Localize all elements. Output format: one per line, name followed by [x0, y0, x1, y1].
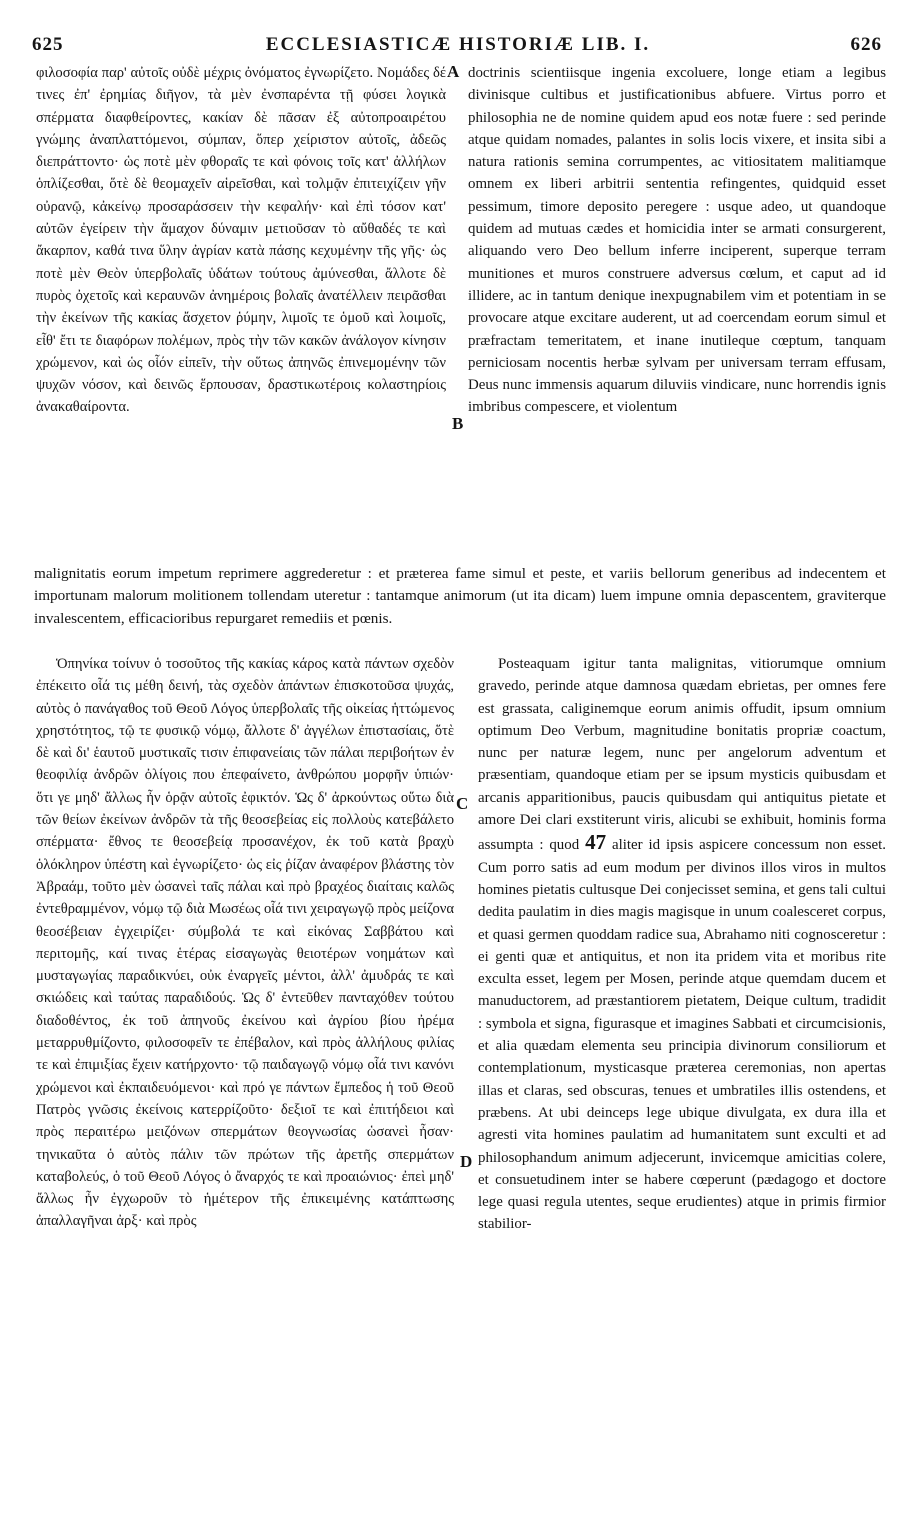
margin-marker-a: A — [447, 62, 460, 81]
column-number: 47 — [585, 830, 607, 855]
latin-column-2-continuation: aliter id ipsis aspicere concessum non esset. Cum porro satis ad eum modum per divinos illos viros in multos homines pietatis cultusque Dei conjecisset semina, et gens tali cultui dedita paulatim in dies magis magisque in unum coalesceret corpus, et quasi germen quoddam radice sua, Abrahamo niti cognosceretur : ei genti quæ et antiquitus, et non ita pridem vita et moribus rite exculta esset, legem per Mosen, perinde atque quemdam ducem et manuductorem, ad præstantiorem pietatem, Deique cultum, tradidit : symbola et signa, figurasque et imagines Sabbati et circumcisionis, et alia quædam elementa seu principia divinorum consiliorum et contemplationum, mysticasque præterea ceremonias, non apertas illas et claras, sed obscuras, tenues et umbratiles illis ostendens, et præbens. At ubi deinceps lege ubique divulgata, ex dura illa et agresti vita homines paulatim ad humanitatem sunt exculti et ad philosophandum animum adjecerunt, invicemque amicitias colere, et consuetudinem inter se habere cœperunt (pædagogo et doctore lege quasi regula utentes, seque erudientes) atque in primis firmior stabilior- — [478, 837, 886, 1233]
latin-column-2-text: Posteaquam igitur tanta malignitas, vitiorumque omnium gravedo, perinde atque damnosa quædam ebrietas, per omnes fere est grassata, caliginemque eorum animis offudit, ipsum omnium optimum Deo Verbum, magnitudine bonitatis propriæ coactum, nunc per naturæ legem, nunc per angelorum adventum et præsentiam, quandoque etiam per se ipsum mysticis quibusdam et arcanis apparitionibus, paucis quibusdam qui antiquitus pietate et amore Dei clari exstiterunt viris, alicubi se exhibuit, hominis forma assumpta : quod — [478, 656, 886, 854]
margin-marker-c: C — [456, 794, 469, 813]
running-header — [28, 34, 888, 58]
latin-column-2 — [478, 653, 886, 1236]
margin-marker-d: D — [460, 1152, 473, 1171]
page-number-right: 626 — [850, 34, 882, 55]
latin-column-1: doctrinis scientiisque ingenia excoluere, longe etiam a legibus divinisque cultibus et justificationibus abfuere. Virtus porro et philosophia ne de nomine quidem apud eos notæ fuere : sed perinde atque quidam nomades, palantes in solis locis vixere, et insita sibi a natura rationis semina corrumpentes, ac vitiositatem malitiamque omnem ex liberi arbitrii sententia refingentes, quidquid esset pessimum, timore deposito peregere : usque adeo, ut quandoque quidem ad mutuas cædes et homicidia inter se armati consurgerent, aliquando vero Deo bellum inferre inciperent, superque terram munitiones et muros construere adversus cœlum, et caput ad id illidere, ac in tantum denique inexpugnabilem vim et potentiam in se provocare atque excitare auderent, ut ad coercendam eorum simul et præfractam temeritatem, et inane inutileque cœptum, tanquam perniciosam nocentis herbæ sylvam per universam terram effusam, Deus nunc immensis aquarum diluviis vindicare, nunc horrendis ignis imbribus compescere, et violentum — [468, 65, 886, 416]
greek-column-2: Ὁπηνίκα τοίνυν ὁ τοσοῦτος τῆς κακίας κάρος κατὰ πάντων σχεδὸν ἐπέκειτο οἷά τις μέθη δεινή, τὰς σχεδὸν ἁπάντων ἐπισκοτοῦσα ψυχάς, αὐτὸς ὁ πανάγαθος τοῦ Θεοῦ Λόγος ὑπερβολαῖς τῆς οἰκείας ἡττώμενος χρηστότητος, τῷ τε φυσικῷ νόμῳ, ἄλλοτε δ' ἀγγέλων ἐπιστασίαις, ὅτὲ δὲ καὶ δι' ἑαυτοῦ μυστικαῖς τισιν ἐπιφανείαις τῶν πάλαι περιβοήτων ἐν θεοφιλίᾳ ἀνδρῶν ὀλίγοις που ἐπεφαίνετο, ἀνθρώπου μορφῆν ὑπιών· ὅτι γε μηδ' ἄλλως ἦν ὁρᾷν αὐτοῖς ἐφικτόν. Ὡς δ' ἀρκούντως οὕτω διὰ τῶν θείων ἐκείνων ἀνδρῶν τὰ τῆς θεοσεβείας εἰς πολλοὺς κατεβάλετο σπέρματα· ἔθνος τε θεοσεβείᾳ προσανέχον, ἐκ τοῦ κατὰ βραχὺ ὁλόκληρον ὑπέστη καὶ ἐγνωρίζετο· ὡς εἰς ῥίζαν ἀναφέρον βλάστης τὸν Ἀβραάμ, τοῦτο μὲν ὡσανεὶ ταῖς πάλαι καὶ πρὸ βραχέος διαίταις καλῶς ἐντεθραμμένον, νόμῳ τῷ διὰ Μωσέως οἷά τινι χειραγωγῷ πρὸς μείζονα θεοσέβειαν ἐγχειρίζει· σύμβολά τε καὶ εἰκόνας Σαββάτου καὶ περιτομῆς, καί τινας ἑτέρας εἰσαγωγὰς θειοτέρων νοημάτων καὶ μυσταγωγίας παραδικνύει, οὐκ ἐναργεῖς μέντοι, ἀλλ' ἀμυδράς τε καὶ σκιώδεις καὶ ταύτας παραδιδούς. Ὡς δ' ἐντεῦθεν πανταχόθεν τούτου διαδοθέντος, ἐκ τοῦ ἀπηνοῦς ἐκείνου καὶ ἀγρίου βίου ἠρέμα μεταρρυθμίζοντο, φιλοσοφεῖν τε ἐπέβαλον, καὶ πρὸς ἀλλήλους φιλίας τε καὶ ἐπιμιξίας ἔχειν κατήρχοντο· τῷ παιδαγωγῷ νόμῳ οἷά τινι κανόνι χρώμενοι καὶ ἐκπαιδευόμενοι· καὶ πρό γε πάντων ἔμπεδος ἡ τοῦ Θεοῦ Πατρὸς γνῶσις ἐκείνοις κατερρίζοῦτο· δεξιοῖ τε καὶ ἐπιτήδειοι καὶ πρὸς περαιτέρω μειζόνων σπερμάτων θεογνωσίας ὡσανεὶ ἦσαν· τηνικαῦτα ὁ αὐτὸς πάλιν τῶν πρώτων τῆς ἀρετῆς σπερμάτων καταβολεύς, ὁ τοῦ Θεοῦ Λόγος ὁ ἄναρχός τε καὶ προαιώνιος· ἐπεὶ μηδ' ἄλλως ἦν ἐγχωροῦν τὸ ἡμέτερον τῆς ἐπικειμένης κατάπτωσης ἀπαλλαγῆναι ἀρξ· καὶ πρὸς — [36, 656, 455, 1230]
greek-column-1: φιλοσοφία παρ' αὐτοῖς οὐδὲ μέχρις ὀνόματος ἐγνωρίζετο. Νομάδες δέ τινες ἐπ' ἐρημίας διῆγον, τὰ μὲν ἐνσπαρέντα τῇ φύσει λογικὰ σπέρματα διαφθείροντες, κακίαν δὲ πᾶσαν ἐξ αὐτοπροαιρέτου γνώμης ἀναπλαττόμενοι, σύμπαν, ὅπερ χείριστον αὐτοῖς, ἀδεῶς διεπράττοντο· ὡς ποτὲ μὲν φθοραῖς τε καὶ φόνοις τοῖς κατ' ἀλλήλων ὁπλίζεσθαι, ὅτὲ δὲ θεομαχεῖν αἱρεῖσθαι, καὶ τολμᾷν ἐπιτειχίζειν γῆν οὐρανῷ, κἀκείνῳ προσαράσσειν τὴν κεφαλήν· καὶ ἐπὶ τόσον κατ' αὐτῶν ἐγείρειν τὴν ἄμαχον δύναμιν μετιοῦσαν τὸ αὔθαδές τε καὶ ἄκαρπον, καθά τινα ὕλην ἀγρίαν κατὰ πάσης κεχυμένην τῆς γῆς· ὡς ποτὲ μὲν Θεὸν ὑπερβολαῖς ὑδάτων τούτους ἀμύνεσθαι, ἄλλοτε δὲ πυρὸς ὀχετοῖς καὶ κεραυνῶν ἀνημέροις βολαῖς ἀνατέλλειν πειρᾶσθαι τὴν ἐκείνων τῆς κακίας ἄσχετον ῥύμην, λιμοῖς τε ὁμοῦ καὶ λοιμοῖς, εἶθ' ἔτι τε διαφόρων πολέμων, πρὸς τὴν τῶν κακῶν ἀνάλογον κίνησιν χρώμενον, καὶ ὡς οἷόν εἰπεῖν, τὴν οὕτως ἀπηνῶς ἐπινεμομένην τῶν ψυχῶν νόσον, καὶ δεινῶς ἕρπουσαν, δραστικωτέροις κολαστηρίοις ἀνακαθαίροντα. — [36, 65, 446, 416]
latin-full-width-text: malignitatis eorum impetum reprimere aggrederetur : et præterea fame simul et peste, et variis bellorum generibus ad indecentem et importunam malorum molitionem tollendam uteretur : tantamque animorum (ut ita dicam) luem impune omnia depascentem, graviterque invalescentem, efficacioribus repurgaret remediis et pœnis. — [34, 565, 886, 627]
running-title: ECCLESIASTICÆ HISTORIÆ LIB. I. — [265, 34, 651, 55]
page-number-left: 625 — [32, 34, 64, 55]
margin-marker-b: B — [452, 414, 464, 433]
